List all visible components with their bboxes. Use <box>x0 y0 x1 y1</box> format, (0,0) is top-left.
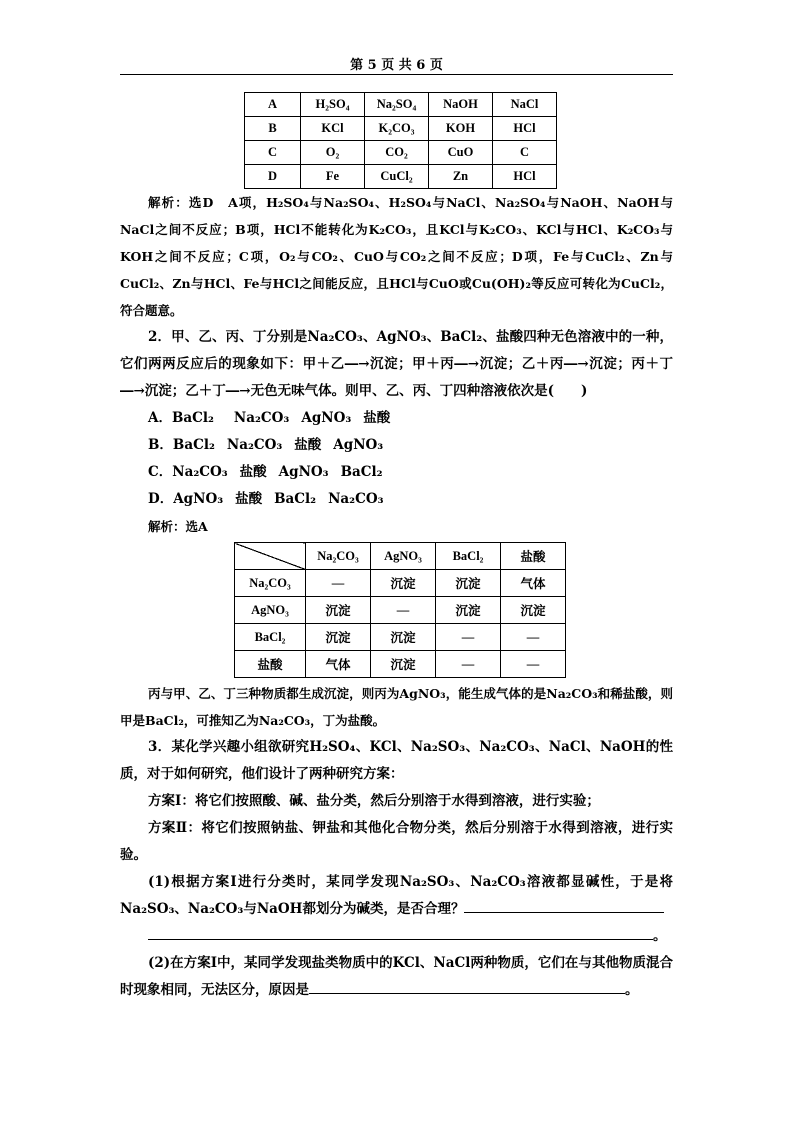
table-row <box>245 117 557 141</box>
option-part: BaCl₂ <box>274 491 317 507</box>
option-part: Na₂CO₃ <box>226 437 283 453</box>
table-cell: — <box>501 651 566 678</box>
question-3-stem: 3．某化学兴趣小组欲研究H₂SO₄、KCl、Na₂SO₃、Na₂CO₃、NaCl、NaOH的性质，对于如何研究，他们设计了两种研究方案： <box>120 739 673 782</box>
table-header-cell: Na₂CO₃ <box>306 543 371 570</box>
question-2-options <box>120 405 673 513</box>
table-cell: C <box>245 141 301 165</box>
option-part: 盐酸 <box>363 410 391 426</box>
table-cell: — <box>306 570 371 597</box>
table-header-row <box>235 543 566 570</box>
table-row <box>235 597 566 624</box>
period: 。 <box>625 982 639 998</box>
option-part: C．Na₂CO₃ <box>148 464 228 480</box>
table-cell: Na₂SO₄ <box>365 93 429 117</box>
table-row-header: BaCl₂ <box>235 624 306 651</box>
table-cell: KCl <box>301 117 365 141</box>
table-cell: C <box>493 141 557 165</box>
option-part: 盐酸 <box>235 491 263 507</box>
question-3-sub-2 <box>120 950 673 1004</box>
table-corner-cell <box>235 543 306 570</box>
table-cell: 沉淀 <box>436 570 501 597</box>
option-part: AgNO₃ <box>301 410 352 426</box>
table-cell: 沉淀 <box>306 597 371 624</box>
question-3-sub-1 <box>120 869 673 923</box>
table-cell: K₂CO₃ <box>365 117 429 141</box>
table-cell: 气体 <box>501 570 566 597</box>
table-cell: HCl <box>493 117 557 141</box>
reaction-table <box>234 542 566 678</box>
table-cell: — <box>371 597 436 624</box>
table-cell: — <box>501 624 566 651</box>
option-A[interactable] <box>148 405 673 432</box>
table-cell: Zn <box>429 165 493 189</box>
option-part: A．BaCl₂ <box>148 410 214 426</box>
table-row <box>235 624 566 651</box>
option-part: D．AgNO₃ <box>148 491 224 507</box>
question-2-stem: 2．甲、乙、丙、丁分别是Na₂CO₃、AgNO₃、BaCl₂、盐酸四种无色溶液中的一种，它们两两反应后的现象如下：甲＋乙―→沉淀；甲＋丙―→沉淀；乙＋丙―→沉淀；丙＋丁―→沉淀；乙＋丁―→无色无味气体。则甲、乙、丙、丁四种溶液依次是( ) <box>120 329 673 399</box>
table-cell: 沉淀 <box>501 597 566 624</box>
table-cell: CuCl₂ <box>365 165 429 189</box>
table-cell: 气体 <box>306 651 371 678</box>
table-row-header: 盐酸 <box>235 651 306 678</box>
table-cell: — <box>436 651 501 678</box>
question-3-plan-1: 方案Ⅰ：将它们按照酸、碱、盐分类，然后分别溶于水得到溶液，进行实验； <box>148 793 600 809</box>
question-3-plan-2: 方案Ⅱ：将它们按照钠盐、钾盐和其他化合物分类，然后分别溶于水得到溶液，进行实验。 <box>120 820 673 863</box>
period: 。 <box>653 928 667 944</box>
table-header-cell: 盐酸 <box>501 543 566 570</box>
document-body <box>120 92 673 1004</box>
table-cell: A <box>245 93 301 117</box>
page-number: 第 5 页 共 6 页 <box>350 58 443 73</box>
table-cell: 沉淀 <box>371 570 436 597</box>
table-cell: B <box>245 117 301 141</box>
table-row <box>245 141 557 165</box>
table-cell: D <box>245 165 301 189</box>
question-2-answer: 解析：选A <box>148 519 208 534</box>
table-cell: CO₂ <box>365 141 429 165</box>
table-cell: 沉淀 <box>436 597 501 624</box>
table-row <box>245 93 557 117</box>
option-part: B．BaCl₂ <box>148 437 215 453</box>
table-header-cell: AgNO₃ <box>371 543 436 570</box>
option-part: 盐酸 <box>239 464 267 480</box>
table-cell: NaOH <box>429 93 493 117</box>
analysis-1: 解析：选D A项，H₂SO₄与Na₂SO₄、H₂SO₄与NaCl、Na₂SO₄与NaOH、NaOH与NaCl之间不反应；B项，HCl不能转化为K₂CO₃，且KCl与K₂CO₃、KCl与HCl、K₂CO₃与KOH之间不反应；C项，O₂与CO₂、CuO与CO₂之间不反应；D项，Fe与CuCl₂、Zn与CuCl₂、Zn与HCl、Fe与HCl之间能反应，且HCl与CuO或Cu(OH)₂等反应可转化为CuCl₂，符合题意。 <box>120 195 673 318</box>
table-cell: KOH <box>429 117 493 141</box>
question-3-sub-1-line2 <box>120 923 673 950</box>
table-header-cell: BaCl₂ <box>436 543 501 570</box>
table-row-header: Na₂CO₃ <box>235 570 306 597</box>
table-cell: 沉淀 <box>371 624 436 651</box>
table-row <box>245 165 557 189</box>
table-row <box>235 570 566 597</box>
table-row-header: AgNO₃ <box>235 597 306 624</box>
option-part: Na₂CO₃ <box>328 491 384 507</box>
answer-blank[interactable] <box>464 898 664 913</box>
option-D[interactable] <box>148 486 673 513</box>
page-header <box>120 54 673 75</box>
table-cell: H₂SO₄ <box>301 93 365 117</box>
analysis-2: 丙与甲、乙、丁三种物质都生成沉淀，则丙为AgNO₃，能生成气体的是Na₂CO₃和稀盐酸，则甲是BaCl₂，可推知乙为Na₂CO₃，丁为盐酸。 <box>120 686 673 728</box>
question-3-sub-1-text: (1)根据方案Ⅰ进行分类时，某同学发现Na₂SO₃、Na₂CO₃溶液都显碱性，于是将Na₂SO₃、Na₂CO₃与NaOH都划分为碱类，是否合理？ <box>120 874 673 917</box>
option-part: AgNO₃ <box>278 464 329 480</box>
option-part: 盐酸 <box>294 437 322 453</box>
table-cell: 沉淀 <box>306 624 371 651</box>
table-cell: CuO <box>429 141 493 165</box>
table-cell: HCl <box>493 165 557 189</box>
table-cell: 沉淀 <box>371 651 436 678</box>
table-cell: Fe <box>301 165 365 189</box>
option-C[interactable] <box>148 459 673 486</box>
answer-blank[interactable] <box>309 979 625 994</box>
option-B[interactable] <box>148 432 673 459</box>
option-part: Na₂CO₃ <box>233 410 290 426</box>
table-cell: — <box>436 624 501 651</box>
option-part: AgNO₃ <box>333 437 384 453</box>
option-part: BaCl₂ <box>340 464 383 480</box>
table-cell: NaCl <box>493 93 557 117</box>
question-3-sub-2-text: (2)在方案Ⅰ中，某同学发现盐类物质中的KCl、NaCl两种物质，它们在与其他物质混合时现象相同，无法区分，原因是 <box>120 955 673 998</box>
options-table <box>244 92 557 189</box>
answer-blank[interactable] <box>148 925 653 940</box>
table-row <box>235 651 566 678</box>
table-cell: O₂ <box>301 141 365 165</box>
